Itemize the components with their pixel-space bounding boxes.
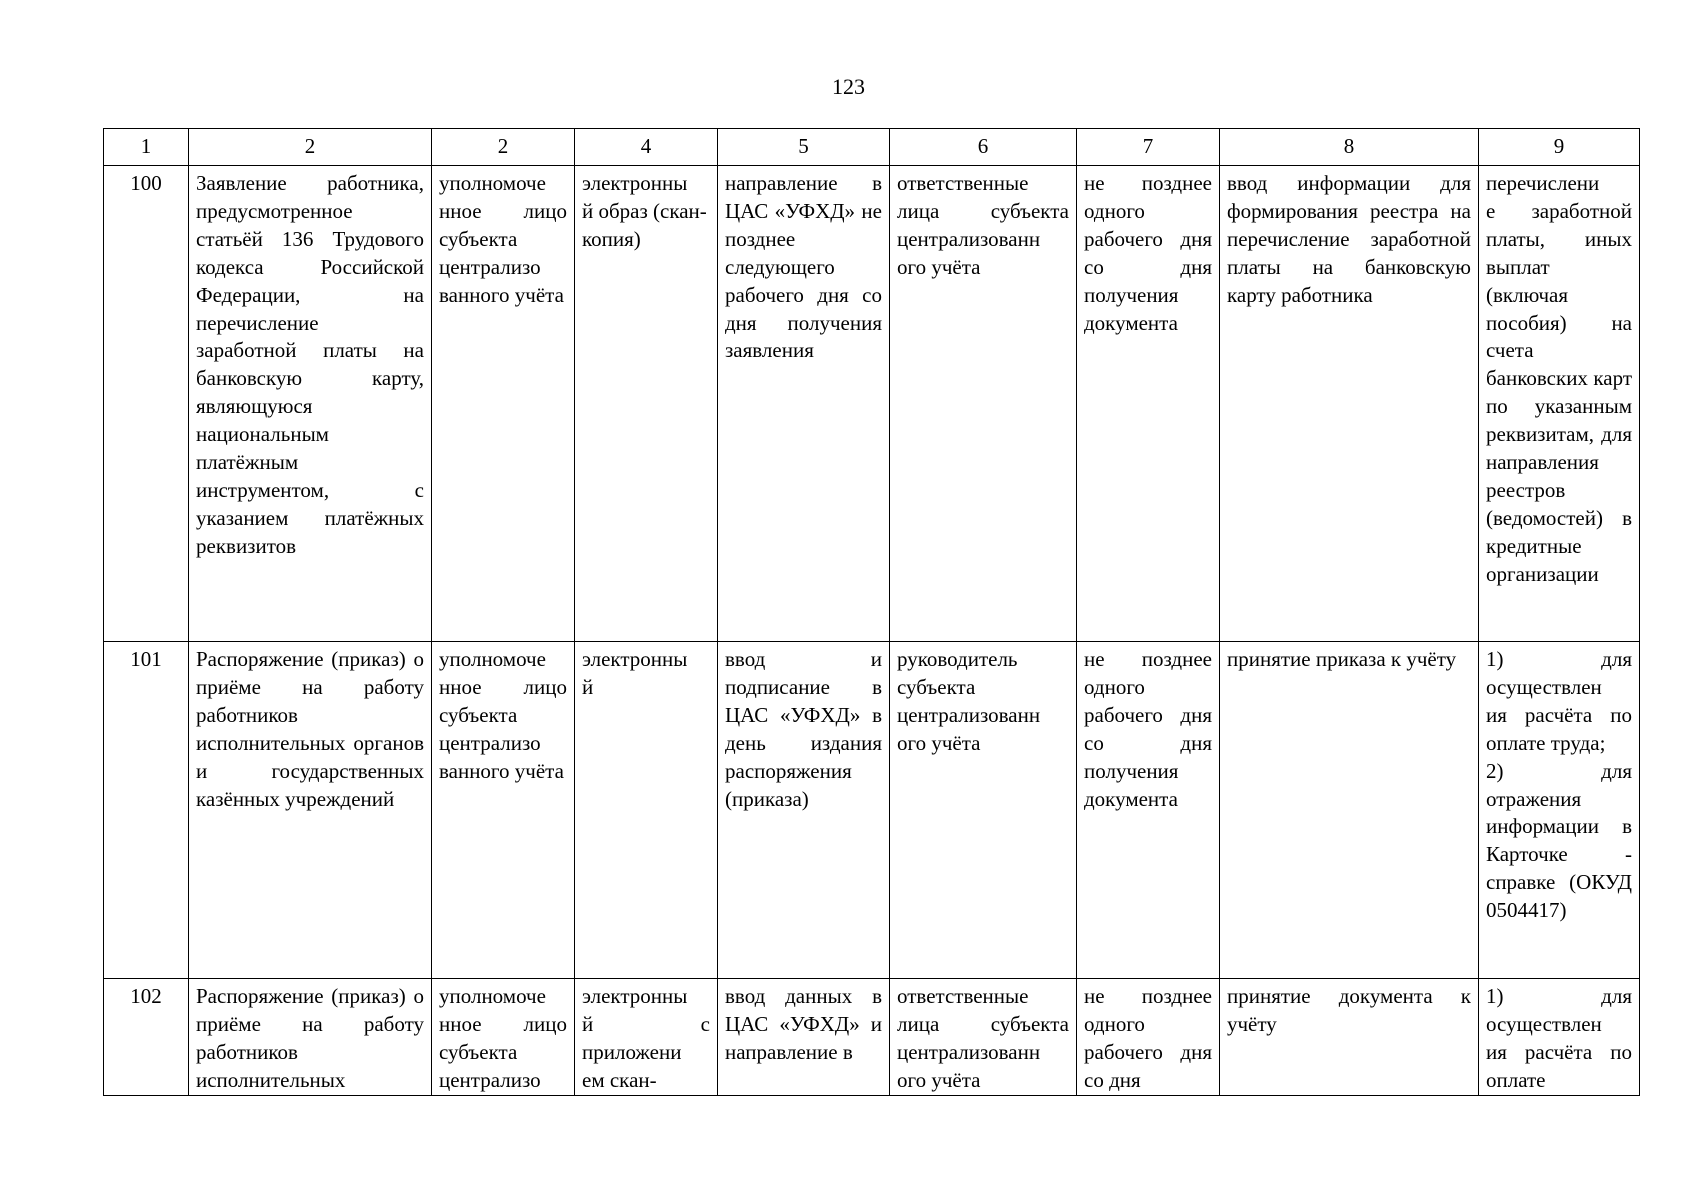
header-cell: 1	[104, 129, 189, 166]
table-header-row	[104, 129, 1640, 166]
document-name-cell	[189, 979, 432, 1096]
responsible-cell	[432, 166, 575, 642]
header-cell: 2	[189, 129, 432, 166]
table-row	[104, 642, 1640, 979]
document-table	[103, 128, 1640, 1096]
table-row	[104, 979, 1640, 1096]
document-name-cell	[189, 166, 432, 642]
procedure-cell	[718, 166, 890, 642]
procedure-cell	[718, 979, 890, 1096]
deadline-cell	[1077, 166, 1220, 642]
procedure-cell	[718, 642, 890, 979]
purpose-cell	[1479, 166, 1640, 642]
responsible-person: уполномоче нное лицо субъекта централизо ванного учёта	[439, 647, 567, 783]
submission-procedure: направление в ЦАС «УФХД» не позднее следующего рабочего дня со дня получения заявления	[725, 171, 882, 363]
header-cell: 2	[432, 129, 575, 166]
header-cell: 5	[718, 129, 890, 166]
header-cell: 4	[575, 129, 718, 166]
row-number: 100	[104, 166, 189, 642]
header-cell: 7	[1077, 129, 1220, 166]
submission-procedure: ввод данных в ЦАС «УФХД» и направление в	[725, 984, 882, 1064]
action: ввод информации для формирования реестра на перечисление заработной платы на банковскую карту работника	[1227, 171, 1471, 307]
document-form: электронны й образ (скан- копия)	[582, 171, 707, 251]
receiver: ответственные лица субъекта централизованн ого учёта	[897, 984, 1069, 1092]
form-cell	[575, 166, 718, 642]
deadline: не позднее одного рабочего дня со дня	[1084, 984, 1212, 1092]
document-name: Распоряжение (приказ) о приёме на работу работников исполнительных	[196, 984, 424, 1092]
purpose: 1) для осуществлен ия расчёта по оплате	[1486, 984, 1632, 1092]
deadline: не позднее одного рабочего дня со дня получения документа	[1084, 647, 1212, 811]
responsible-person: уполномоче нное лицо субъекта централизо ванного учёта	[439, 171, 567, 307]
form-cell	[575, 979, 718, 1096]
receiver-cell	[890, 166, 1077, 642]
deadline-cell	[1077, 642, 1220, 979]
header-cell: 8	[1220, 129, 1479, 166]
submission-procedure: ввод и подписание в ЦАС «УФХД» в день издания распоряжения (приказа)	[725, 647, 882, 811]
purpose-cell	[1479, 642, 1640, 979]
row-number: 101	[104, 642, 189, 979]
receiver: ответственные лица субъекта централизованн ого учёта	[897, 171, 1069, 279]
action-cell	[1220, 642, 1479, 979]
document-form: электронны й с приложени ем скан-	[582, 984, 710, 1092]
purpose: перечислени е заработной платы, иных выплат (включая пособия) на счета банковских карт по указанным реквизитам, для направления реестров (ведомостей) в кредитные организации	[1486, 171, 1632, 586]
responsible-cell	[432, 979, 575, 1096]
header-cell: 9	[1479, 129, 1640, 166]
purpose: 1) для осуществлен ия расчёта по оплате труда; 2) для отражения информации в Карточке - справке (ОКУД 0504417)	[1486, 647, 1632, 923]
form-cell	[575, 642, 718, 979]
table-row	[104, 166, 1640, 642]
document-name: Распоряжение (приказ) о приёме на работу работников исполнительных органов и государственных казённых учреждений	[196, 647, 424, 811]
action: принятие приказа к учёту	[1227, 647, 1457, 671]
deadline-cell	[1077, 979, 1220, 1096]
receiver: руководитель субъекта централизованн ого учёта	[897, 647, 1041, 755]
document-name: Заявление работника, предусмотренное статьёй 136 Трудового кодекса Российской Федерации, на перечисление заработной платы на банковскую карту, являющуюся национальным платёжным инструментом, с указанием платёжных реквизитов	[196, 171, 424, 558]
action-cell	[1220, 979, 1479, 1096]
purpose-cell	[1479, 979, 1640, 1096]
document-form: электронны й	[582, 647, 688, 699]
receiver-cell	[890, 642, 1077, 979]
deadline: не позднее одного рабочего дня со дня получения документа	[1084, 171, 1212, 335]
action: принятие документа к учёту	[1227, 984, 1471, 1036]
row-number: 102	[104, 979, 189, 1096]
action-cell	[1220, 166, 1479, 642]
page-number: 123	[832, 74, 865, 99]
responsible-person: уполномоче нное лицо субъекта централизо	[439, 984, 567, 1092]
receiver-cell	[890, 979, 1077, 1096]
header-cell: 6	[890, 129, 1077, 166]
responsible-cell	[432, 642, 575, 979]
document-name-cell	[189, 642, 432, 979]
